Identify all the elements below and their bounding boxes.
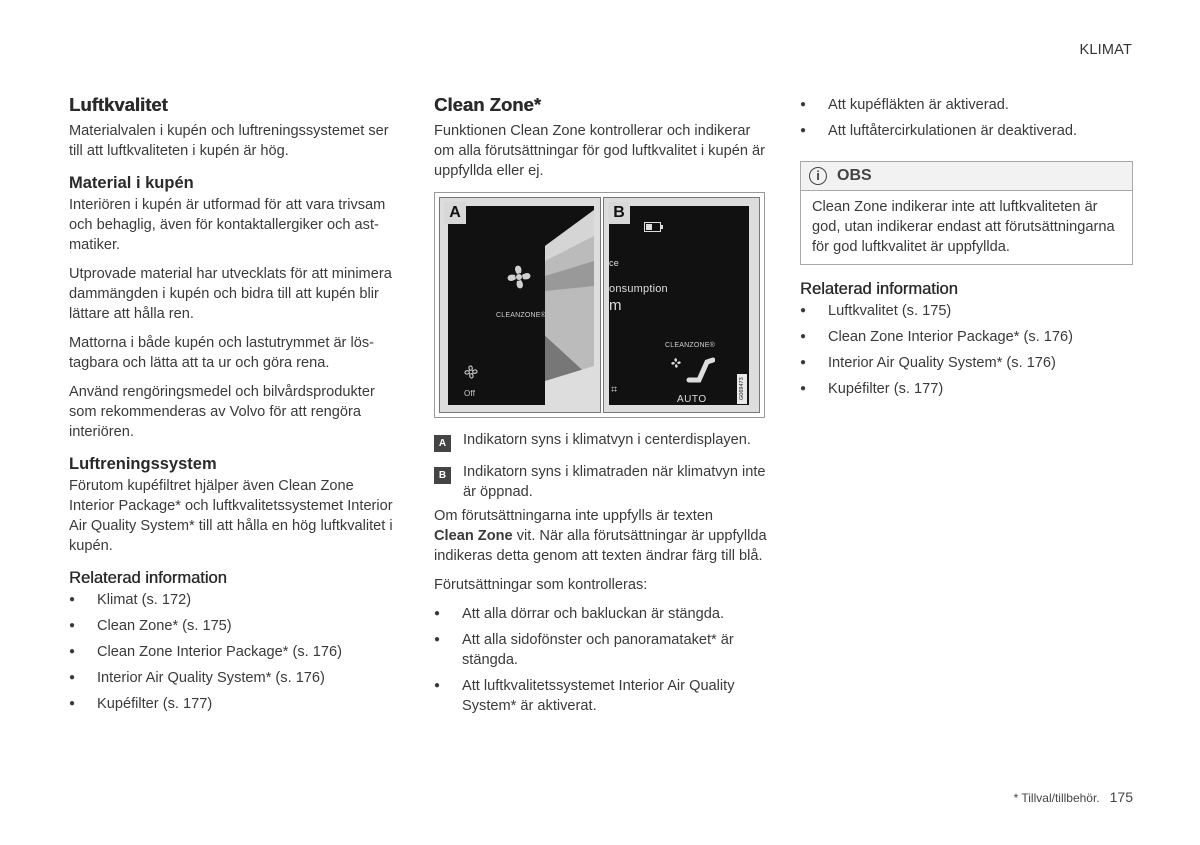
note-box — [800, 161, 1133, 265]
clean-zone-indicator-b: CLEANZONE® — [665, 342, 715, 349]
condition-item: ● Att alla sidofönster och panoramataket* är stängda. — [434, 630, 769, 670]
badge-a: A — [444, 202, 466, 224]
fan-off-label: Off — [464, 389, 476, 398]
clean-zone-intro: Funktionen Clean Zone kontrollerar och indikerar om alla förutsättningar för god luftkvalitet i kupén är uppfyllda eller ej. — [434, 123, 765, 179]
partial-text-m: m — [609, 297, 622, 314]
column-air-quality — [69, 94, 399, 720]
info-icon: i — [809, 167, 827, 185]
related-link[interactable]: ● Luftkvalitet (s. 175) — [800, 301, 1132, 321]
partial-text-ce: ce — [609, 258, 619, 268]
conditions-list — [434, 604, 769, 716]
related-list — [800, 301, 1132, 399]
fan-icon — [502, 260, 536, 294]
heading-clean-zone: Clean Zone* — [434, 94, 541, 115]
related-link[interactable]: ● Clean Zone Interior Package* (s. 176) — [69, 642, 399, 662]
legend-text-b: Indikatorn syns i klimatraden när klimatvyn inte är öppnad. — [463, 464, 766, 500]
related-link[interactable]: ● Kupéfilter (s. 177) — [69, 694, 399, 714]
related-link[interactable]: ● Clean Zone* (s. 175) — [69, 616, 399, 636]
fan-icon — [669, 356, 683, 370]
intro-text: Materialvalen i kupén och luftreningssystemet ser till att luftkvaliteten i kupén är hög. — [69, 123, 389, 159]
column-right — [800, 95, 1132, 405]
section-label: KLIMAT — [1079, 42, 1132, 58]
condition-item: ● Att luftåtercirkulationen är deaktiverad. — [800, 121, 1132, 141]
fan-off-icon — [462, 363, 480, 381]
purification-paragraph: Förutom kupéfiltret hjälper även Clean Zone Interior Package* och luftkvalitetssystemet Interior Air Quality System* till att hålla en hög luftkvalitet i kupén. — [69, 478, 393, 554]
note-title: OBS — [837, 167, 872, 184]
seat-airflow-icon — [685, 354, 715, 384]
screen-a-display — [448, 206, 594, 405]
material-paragraph-3: Mattorna i både kupén och lastutrymmet är löstagbara och lätta att ta ur och göra rena. — [69, 335, 375, 371]
clean-zone-highlight: Clean Zone — [434, 528, 513, 544]
related-list — [69, 590, 399, 714]
heading-related: Relaterad information — [800, 280, 958, 298]
conditions-paragraph — [434, 506, 769, 566]
partial-text-consumption: onsumption — [609, 283, 668, 295]
badge-b: B — [608, 202, 630, 224]
screen-b-display — [609, 206, 749, 405]
footnote: * Tillval/tillbehör. — [1013, 791, 1100, 805]
material-paragraph-2: Utprovade material har utvecklats för att minimera dammängden i kupén och bidra till att kupén blir lättare att hålla ren. — [69, 266, 392, 322]
checked-intro: Förutsättningar som kontrolleras: — [434, 577, 648, 593]
clean-zone-figure — [434, 192, 765, 418]
condition-item: ● Att kupéfläkten är aktiverad. — [800, 95, 1132, 115]
conditions-text-1: Om förutsättningarna inte uppfylls är texten — [434, 508, 714, 524]
legend-label-b: B — [434, 467, 451, 484]
heading-luftkvalitet: Luftkvalitet — [69, 94, 168, 115]
note-header — [801, 162, 1132, 191]
heading-purification: Luftreningssystem — [69, 455, 217, 473]
related-link[interactable]: ● Interior Air Quality System* (s. 176) — [800, 353, 1132, 373]
conditions-text-2: vit. När alla förutsättningar är uppfyllda indikeras detta genom att texten ändrar färg till blå. — [434, 528, 767, 564]
legend-text-a: Indikatorn syns i klimatvyn i centerdisplayen. — [463, 432, 751, 448]
condition-item: ● Att luftkvalitetssystemet Interior Air Quality System* är aktiverat. — [434, 676, 769, 716]
legend-label-a: A — [434, 435, 451, 452]
figure-code: G069473 — [737, 374, 747, 404]
note-text: Clean Zone indikerar inte att luftkvaliteten är god, utan indikerar endast att förutsättningarna för god luftkvalitet är uppfyllda. — [812, 199, 1115, 255]
heading-material: Material i kupén — [69, 174, 194, 192]
related-link[interactable]: ● Kupéfilter (s. 177) — [800, 379, 1132, 399]
page-number: 175 — [1109, 789, 1133, 805]
screen-a — [439, 197, 601, 413]
heading-related: Relaterad information — [69, 569, 227, 587]
related-link[interactable]: ● Klimat (s. 172) — [69, 590, 399, 610]
legend-item-a — [434, 430, 769, 452]
battery-icon — [644, 218, 664, 228]
material-paragraph-4: Använd rengöringsmedel och bilvårdsprodukter som rekommenderas av Volvo för att rengöra interiören. — [69, 384, 375, 440]
column-clean-zone — [434, 94, 769, 722]
auto-label: AUTO — [677, 394, 707, 405]
footer — [1014, 787, 1133, 808]
condition-item: ● Att alla dörrar och bakluckan är stängda. — [434, 604, 769, 624]
material-paragraph-1: Interiören i kupén är utformad för att vara trivsam och behaglig, även för kontaktallergiker och astmatiker. — [69, 197, 386, 253]
clean-zone-indicator-a: CLEANZONE® — [496, 312, 546, 319]
related-link[interactable]: ● Clean Zone Interior Package* (s. 176) — [800, 327, 1132, 347]
related-link[interactable]: ● Interior Air Quality System* (s. 176) — [69, 668, 399, 688]
conditions-list-continued — [800, 95, 1132, 141]
screen-b — [603, 197, 760, 413]
legend-item-b — [434, 462, 769, 502]
rear-defrost-icon: ⌗ — [611, 384, 618, 396]
